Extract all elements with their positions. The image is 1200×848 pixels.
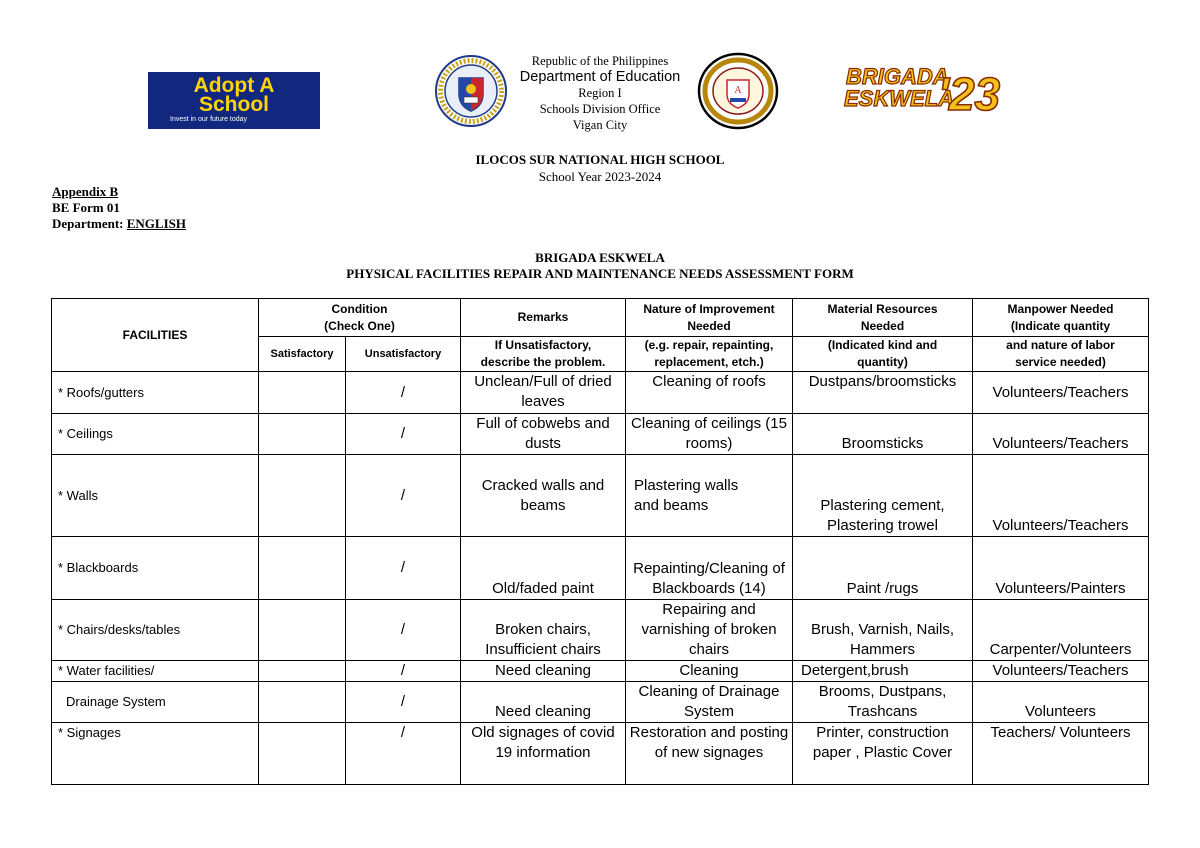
- remarks-cell: Old/faded paint: [461, 537, 626, 600]
- facility-cell: * Walls: [52, 455, 259, 537]
- table-row: [52, 682, 1149, 723]
- unsatisfactory-cell: /: [346, 723, 461, 785]
- facility-cell: * Water facilities/: [52, 661, 259, 682]
- adopt-a-school-logo: [148, 72, 320, 129]
- header-nature-note: [626, 337, 793, 372]
- facility-cell: * Ceilings: [52, 414, 259, 455]
- unsatisfactory-cell: /: [346, 661, 461, 682]
- brigada-logo-year: '23: [938, 68, 1001, 118]
- table-row: [52, 414, 1149, 455]
- nature-cell: Cleaning of roofs: [626, 372, 793, 414]
- manpower-cell: Volunteers/Teachers: [973, 372, 1149, 414]
- form-label: BE Form 01: [52, 200, 120, 215]
- material-cell: Broomsticks: [793, 414, 973, 455]
- header-condition-note: (Check One): [324, 318, 395, 333]
- adopt-logo-line1: Adopt A: [193, 74, 275, 97]
- header-nature-line3: (e.g. repair, repainting,: [644, 338, 774, 352]
- header-material-line3: (Indicated kind and: [827, 338, 938, 352]
- satisfactory-cell: [259, 600, 346, 661]
- form-title-line1: BRIGADA ESKWELA: [535, 250, 665, 265]
- appendix-label: Appendix B: [52, 184, 119, 199]
- satisfactory-cell: [259, 414, 346, 455]
- republic-text: Republic of the Philippines: [531, 54, 669, 68]
- school-seal-icon: [697, 52, 779, 130]
- division-text: Schools Division Office: [539, 102, 661, 116]
- unsatisfactory-cell: /: [346, 414, 461, 455]
- adopt-logo-tagline: Invest in our future today: [170, 116, 248, 123]
- satisfactory-cell: [259, 537, 346, 600]
- header-nature-line1: Nature of Improvement: [643, 301, 775, 316]
- material-cell: Brush, Varnish, Nails, Hammers: [793, 600, 973, 661]
- manpower-cell: Carpenter/Volunteers: [973, 600, 1149, 661]
- facility-cell: * Signages: [52, 723, 259, 785]
- brigada-logo-line1: BRIGADA: [846, 64, 949, 89]
- header-manpower-line2: (Indicate quantity: [1010, 318, 1111, 333]
- table-row: [52, 600, 1149, 661]
- header-manpower-line3: and nature of labor: [1006, 338, 1115, 352]
- region-text: Region I: [578, 86, 622, 100]
- department-text: Department of Education: [519, 69, 681, 85]
- material-cell: Paint /rugs: [793, 537, 973, 600]
- table-row: [52, 372, 1149, 414]
- header-condition-title: Condition: [331, 301, 388, 316]
- table-row: [52, 455, 1149, 537]
- header-nature-line2: Needed: [687, 318, 731, 333]
- school-name: ILOCOS SUR NATIONAL HIGH SCHOOL: [475, 152, 725, 167]
- header-material-line4: quantity): [857, 355, 908, 369]
- department-value: ENGLISH: [126, 216, 186, 231]
- unsatisfactory-cell: /: [346, 455, 461, 537]
- unsatisfactory-cell: /: [346, 600, 461, 661]
- header-material-line1: Material Resources: [827, 301, 938, 316]
- nature-cell: Cleaning of Drainage System: [626, 682, 793, 723]
- department-label: Department:: [52, 216, 127, 231]
- material-cell: Dustpans/broomsticks: [793, 372, 973, 414]
- manpower-cell: Volunteers/Teachers: [973, 455, 1149, 537]
- remarks-cell: Cracked walls and beams: [461, 455, 626, 537]
- header-nature-line4: replacement, etch.): [654, 355, 764, 369]
- manpower-cell: Volunteers/Painters: [973, 537, 1149, 600]
- header-manpower-note: [973, 337, 1149, 372]
- material-cell: Printer, construction paper , Plastic Cover: [793, 723, 973, 785]
- unsatisfactory-cell: /: [346, 537, 461, 600]
- header-material-note: [793, 337, 973, 372]
- header-unsatisfactory: Unsatisfactory: [346, 337, 461, 372]
- remarks-cell: Need cleaning: [461, 661, 626, 682]
- remarks-cell: Broken chairs, Insufficient chairs: [461, 600, 626, 661]
- appendix-block: [52, 184, 186, 232]
- header-manpower-line1: Manpower Needed: [1007, 301, 1114, 316]
- remarks-cell: Old signages of covid 19 information: [461, 723, 626, 785]
- header-satisfactory: Satisfactory: [259, 337, 346, 372]
- manpower-cell: Teachers/ Volunteers: [973, 723, 1149, 785]
- header-remarks-note2: describe the problem.: [480, 355, 606, 369]
- header-material: [793, 299, 973, 337]
- material-cell: Plastering cement, Plastering trowel: [793, 455, 973, 537]
- manpower-cell: Volunteers: [973, 682, 1149, 723]
- header-block: [480, 53, 720, 133]
- facility-cell: * Roofs/gutters: [52, 372, 259, 414]
- header-remarks-note1: If Unsatisfactory,: [494, 338, 592, 352]
- unsatisfactory-cell: /: [346, 372, 461, 414]
- manpower-cell: Volunteers/Teachers: [973, 414, 1149, 455]
- satisfactory-cell: [259, 661, 346, 682]
- header-condition: [259, 299, 461, 337]
- assessment-table: [51, 298, 1149, 785]
- adopt-logo-line2: School: [198, 93, 269, 116]
- unsatisfactory-cell: /: [346, 682, 461, 723]
- brigada-eskwela-logo: [842, 60, 1012, 118]
- material-cell: Detergent,brush: [793, 661, 973, 682]
- manpower-cell: Volunteers/Teachers: [973, 661, 1149, 682]
- header-manpower: [973, 299, 1149, 337]
- nature-cell: Repairing and varnishing of broken chairs: [626, 600, 793, 661]
- header-nature: [626, 299, 793, 337]
- nature-cell: Restoration and posting of new signages: [626, 723, 793, 785]
- header-facilities: FACILITIES: [52, 299, 259, 372]
- nature-cell: Cleaning: [626, 661, 793, 682]
- facility-cell: Drainage System: [52, 682, 259, 723]
- header-material-line2: Needed: [860, 318, 905, 333]
- remarks-cell: Need cleaning: [461, 682, 626, 723]
- satisfactory-cell: [259, 723, 346, 785]
- satisfactory-cell: [259, 372, 346, 414]
- table-row: [52, 661, 1149, 682]
- facility-cell: * Chairs/desks/tables: [52, 600, 259, 661]
- school-year: School Year 2023-2024: [538, 169, 662, 184]
- form-title-line2: PHYSICAL FACILITIES REPAIR AND MAINTENANCE NEEDS ASSESSMENT FORM: [346, 266, 854, 281]
- brigada-logo-line2: ESKWELA: [844, 86, 954, 111]
- remarks-cell: Unclean/Full of dried leaves: [461, 372, 626, 414]
- facility-cell: * Blackboards: [52, 537, 259, 600]
- table-row: [52, 723, 1149, 785]
- header-remarks-note: [461, 337, 626, 372]
- remarks-cell: Full of cobwebs and dusts: [461, 414, 626, 455]
- nature-cell: Repainting/Cleaning of Blackboards (14): [626, 537, 793, 600]
- satisfactory-cell: [259, 455, 346, 537]
- table-row: [52, 537, 1149, 600]
- form-title: [0, 250, 1200, 282]
- header-manpower-line4: service needed): [1015, 355, 1106, 369]
- satisfactory-cell: [259, 682, 346, 723]
- svg-text:A: A: [734, 85, 742, 96]
- material-cell: Brooms, Dustpans, Trashcans: [793, 682, 973, 723]
- header-remarks: Remarks: [461, 299, 626, 337]
- city-text: Vigan City: [572, 118, 628, 132]
- nature-cell: Cleaning of ceilings (15 rooms): [626, 414, 793, 455]
- nature-cell: Plastering walls and beams: [626, 455, 793, 537]
